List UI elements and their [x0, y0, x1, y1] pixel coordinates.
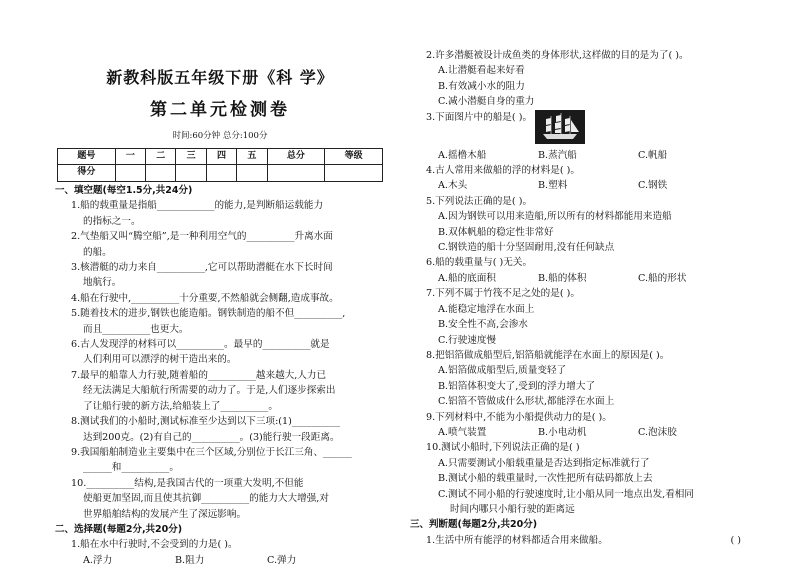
question-text: 3.下面图片中的船是( )。 — [426, 111, 533, 123]
score-row-label: 得分 — [58, 165, 116, 181]
score-cell[interactable] — [325, 165, 383, 181]
option: C.船的形状 — [638, 272, 687, 284]
sailing-ship-icon — [535, 110, 585, 144]
question-line: 9.我国船舶制造业主要集中在三个区域,分别位于长江三角、______ — [71, 446, 352, 458]
option: C.钢铁造的船十分坚固耐用,没有任何缺点 — [438, 242, 615, 254]
question-line: 5.随着技术的进步,钢铁也能造船。钢铁制造的船不但__________, — [71, 308, 346, 320]
options-row — [410, 178, 745, 193]
question-line: 3.核潜艇的动力来自__________,它可以帮助潜艇在水下长时间 — [71, 262, 333, 274]
option: C.弹力 — [267, 554, 297, 566]
question-line: 6.船的载重量与( )无关。 — [426, 257, 533, 269]
section-choice-continued — [410, 48, 745, 548]
option: B.蒸汽船 — [538, 149, 577, 161]
option: C.帆船 — [638, 149, 668, 161]
options-row — [410, 148, 745, 163]
question-line: 10.测试小船时,下列说法正确的是( ) — [426, 442, 580, 454]
question-text: 1.生活中所有能浮的材料都适合用来做船。 — [426, 534, 608, 546]
question-line: 5.下列说法正确的是( )。 — [426, 195, 533, 207]
score-header-cell: 题号 — [58, 149, 116, 165]
option: B.安全性不高,会渗水 — [438, 319, 528, 331]
option: A.船的底面积 — [438, 272, 496, 284]
question-line: 而且__________也更大。 — [83, 323, 189, 335]
option: A.铝箔做成船型后,质量变轻了 — [438, 365, 567, 377]
option: C.减小潜艇自身的重力 — [438, 96, 535, 108]
option: A.能稳定地浮在水面上 — [438, 303, 535, 315]
option: B.铝箔体积变大了,受到的浮力增大了 — [438, 380, 596, 392]
question-line: 达到200克。(2)有自己的__________。(3)能行驶一段距离。 — [83, 431, 340, 443]
score-table — [57, 148, 383, 182]
exam-title: 新教科版五年级下册《科 学》 — [106, 68, 334, 87]
question-line: 1.船的载重量是指船____________的能力,是判断船运载能力 — [71, 200, 324, 212]
score-cell[interactable] — [206, 165, 236, 181]
option: C.铝箔不管做成什么形状,都能浮在水面上 — [438, 396, 615, 408]
question-line: 世界船舶结构的发展产生了深远影响。 — [83, 508, 247, 520]
options-row — [55, 553, 385, 568]
answer-blank[interactable]: ( ) — [730, 534, 741, 546]
option: A.摇橹木船 — [438, 149, 487, 161]
question-line: 了让船行驶的新方法,给船装上了__________。 — [83, 400, 278, 412]
score-cell[interactable] — [146, 165, 176, 181]
option: B.阻力 — [175, 554, 205, 566]
option: C.钢铁 — [638, 180, 668, 192]
question-line: 地航行。 — [83, 277, 122, 289]
right-column — [410, 0, 745, 561]
question-line: 经无法满足大船航行所需要的动力了。于是,人们逐步探索出 — [83, 385, 336, 397]
question-line: 人们利用可以漂浮的树干造出来的。 — [83, 354, 237, 366]
options-row — [410, 425, 745, 440]
score-header-cell: 一 — [115, 149, 145, 165]
question-line: ______和__________。 — [83, 462, 179, 474]
score-header-cell: 五 — [237, 149, 267, 165]
question-line: 4.古人常用来做船的浮的材料是( )。 — [426, 165, 581, 177]
score-header-cell: 总分 — [267, 149, 325, 165]
time-info: 时间:60分钟 总分:100分 — [172, 131, 268, 141]
section-fill-blank — [55, 183, 385, 568]
score-cell[interactable] — [176, 165, 206, 181]
sailing-ship-image — [535, 110, 585, 144]
option: C.测试不同小船的行驶速度时,让小船从同一地点出发,看相同 — [438, 488, 694, 500]
option: B.塑料 — [538, 180, 568, 192]
score-header-cell: 三 — [176, 149, 206, 165]
section-heading: 二、选择题(每题2分,共20分) — [55, 523, 183, 535]
left-column — [55, 0, 385, 566]
option: A.木头 — [438, 180, 468, 192]
score-cell[interactable] — [115, 165, 145, 181]
question-line — [410, 110, 745, 148]
score-header-cell: 二 — [146, 149, 176, 165]
option: B.小电动机 — [538, 426, 587, 438]
question-line: 4.船在行驶中,__________十分重要,不然船就会侧翻,造成事故。 — [71, 292, 339, 304]
question-line: 2.气垫船又叫“腾空船”,是一种利用空气的__________升离水面 — [71, 231, 333, 243]
option: B.有效减小水的阻力 — [438, 80, 525, 92]
question-line: 1.船在水中行驶时,不会受到的力是( )。 — [71, 539, 238, 551]
option: A.喷气装置 — [438, 426, 487, 438]
section-heading: 三、判断题(每题2分,共20分) — [410, 519, 538, 531]
option: A.只需要测试小船载重量是否达到指定标准就行了 — [438, 457, 650, 469]
question-line: 8.测试我们的小船时,测试标准至少达到以下三项:(1)__________ — [71, 416, 340, 428]
question-line — [410, 533, 745, 548]
option: C.泡沫胶 — [638, 426, 677, 438]
option: B.船的体积 — [538, 272, 587, 284]
question-line: 6.古人发现浮的材料可以__________。最早的__________就是 — [71, 339, 330, 351]
score-header-cell: 等级 — [325, 149, 383, 165]
question-line: 2.许多潜艇被设计成鱼类的身体形状,这样做的目的是为了( )。 — [426, 50, 689, 61]
question-line: 10.__________结构,是我国古代的一项重大发明,不但能 — [71, 477, 304, 489]
option-continuation: 时间内哪只小船行驶的距离远 — [450, 503, 575, 515]
question-line: 8.把铝箔做成船型后,铝箔船就能浮在水面上的原因是( )。 — [426, 349, 670, 361]
score-header-cell: 四 — [206, 149, 236, 165]
question-line: 7.下列不属于竹筏不足之处的是( )。 — [426, 288, 581, 300]
score-table-score-row — [58, 165, 383, 181]
question-line: 的指标之一。 — [83, 215, 141, 227]
question-line: 7.最早的船靠人力行驶,随着船的__________越来越大,人力已 — [71, 369, 327, 381]
question-line: 9.下列材料中,不能为小船提供动力的是( )。 — [426, 411, 612, 423]
question-line: 使船更加坚固,而且使其抗御__________的能力大大增强,对 — [83, 493, 329, 505]
section-heading: 一、填空题(每空1.5分,共24分) — [55, 185, 193, 196]
option: B.测试小船的载重量时,一次性把所有砝码都放上去 — [438, 473, 653, 485]
option: A.让潜艇看起来好看 — [438, 65, 525, 77]
score-cell[interactable] — [267, 165, 325, 181]
option: A.因为钢铁可以用来造船,所以所有的材料都能用来造船 — [438, 211, 672, 223]
option: C.行驶速度慢 — [438, 334, 497, 346]
option: A.浮力 — [83, 554, 113, 566]
score-cell[interactable] — [237, 165, 267, 181]
exam-subtitle: 第二单元检测卷 — [150, 100, 290, 120]
options-row — [410, 271, 745, 286]
score-table-header-row — [58, 149, 383, 165]
option: B.双体帆船的稳定性非常好 — [438, 226, 554, 238]
question-line: 的船。 — [83, 246, 112, 258]
